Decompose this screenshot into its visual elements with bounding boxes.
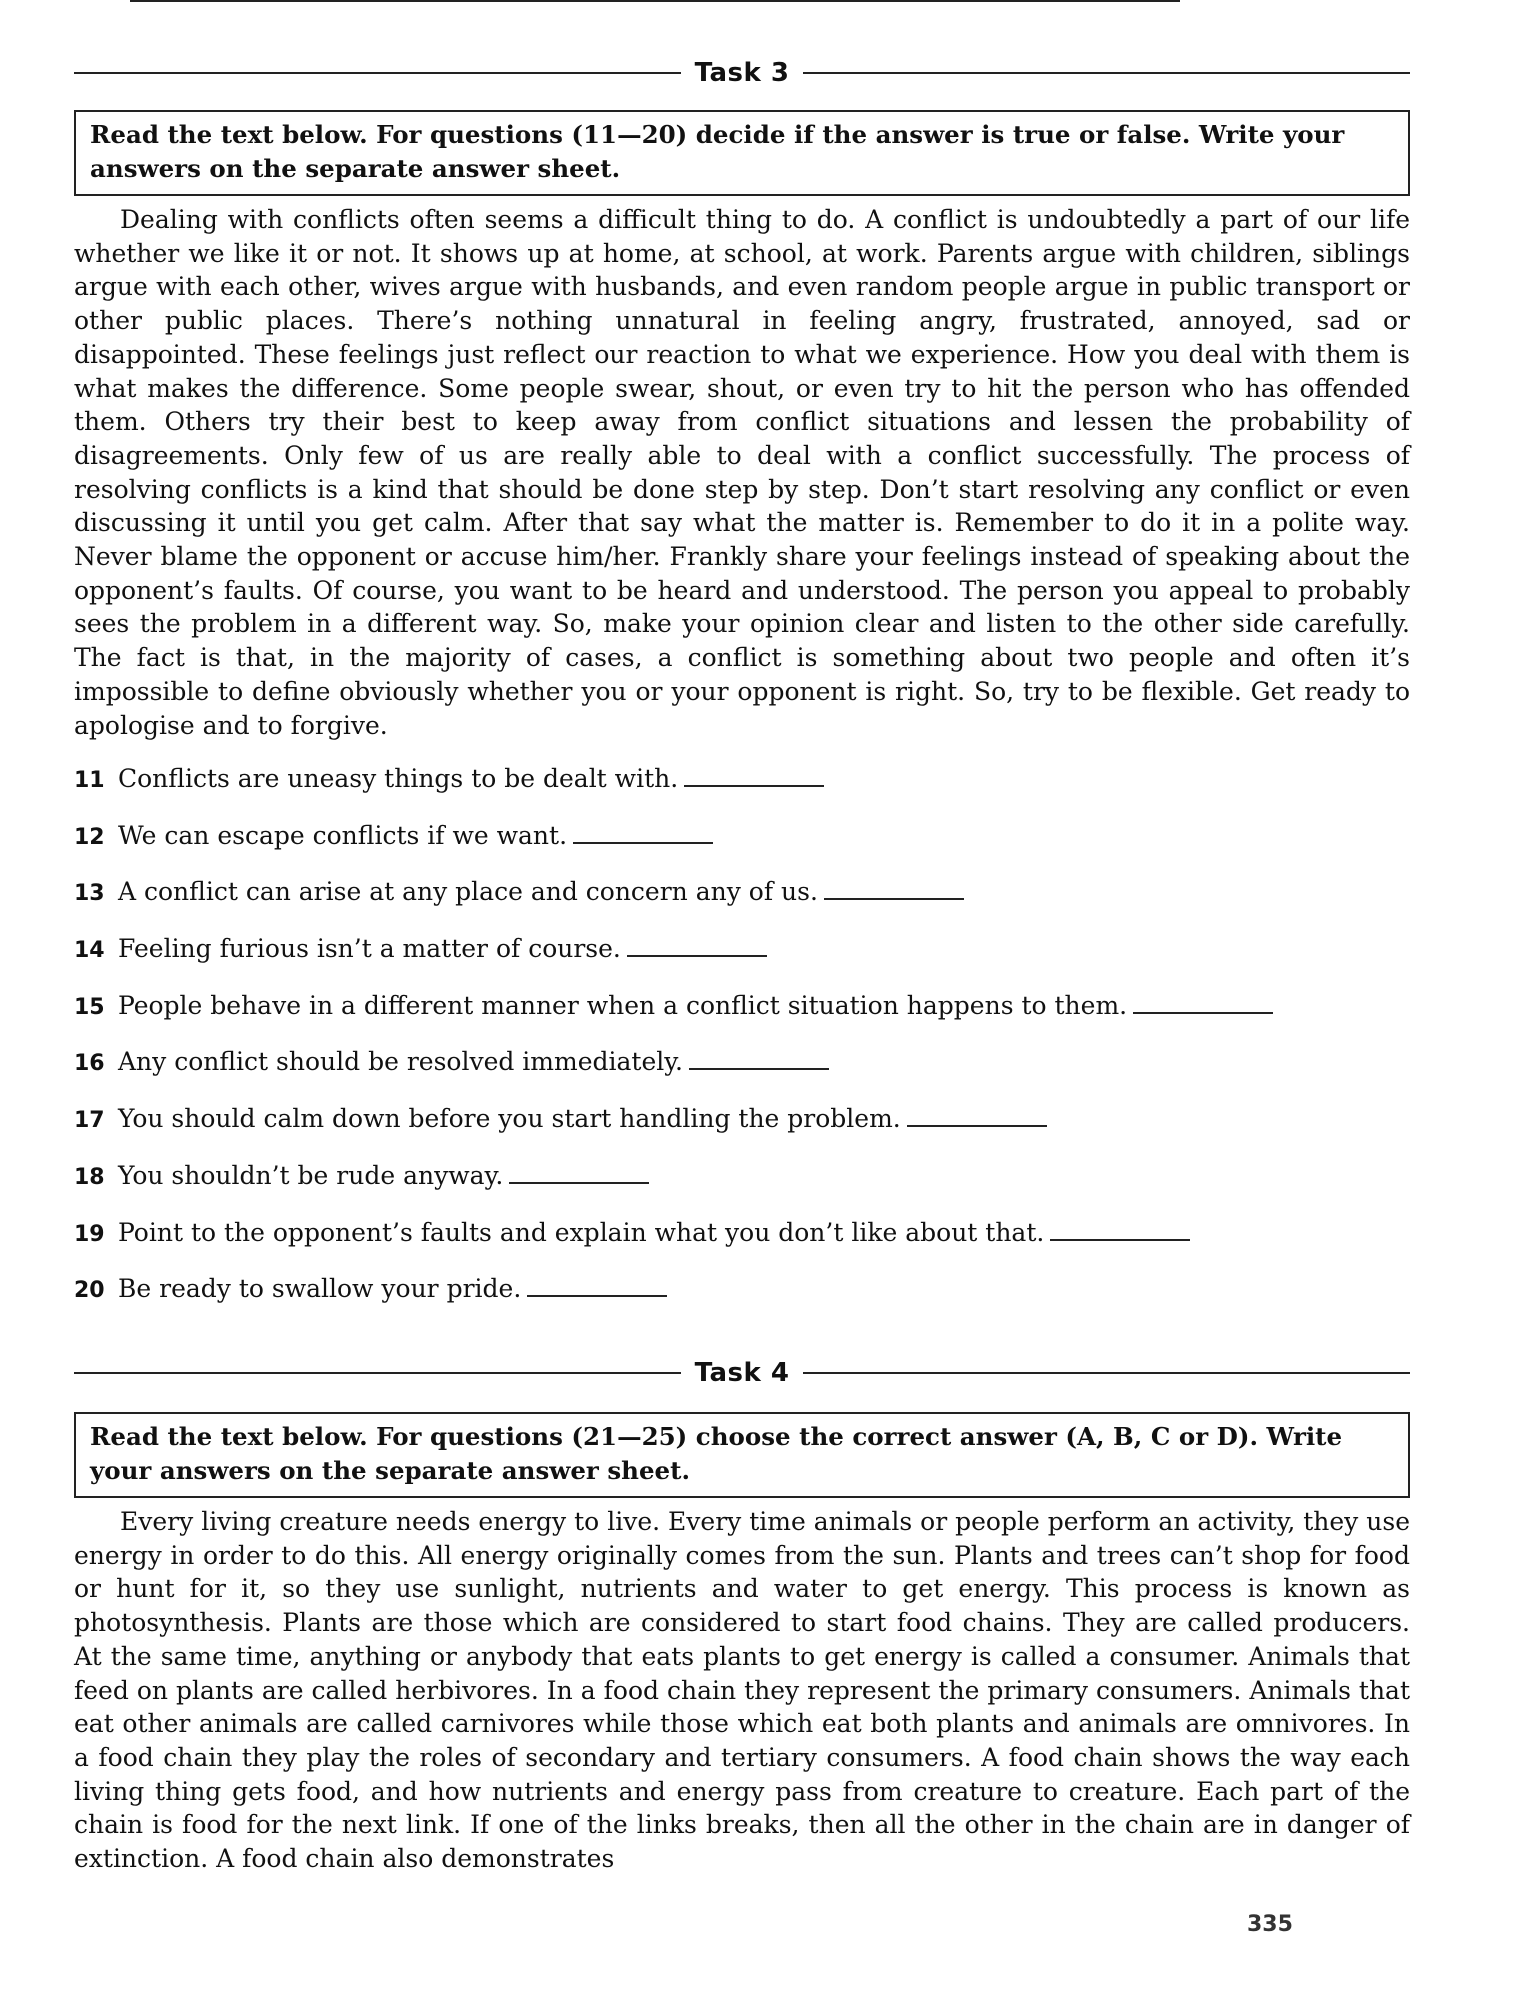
- task3-heading-rule-right: [803, 72, 1410, 74]
- question-text: Conflicts are uneasy things to be dealt with.: [118, 764, 679, 793]
- answer-blank[interactable]: [527, 1273, 667, 1297]
- task4-heading-rule-right: [803, 1372, 1410, 1374]
- task3-heading-rule-left: [74, 72, 681, 74]
- question-item: [74, 1103, 1410, 1160]
- task4-heading-rule-left: [74, 1372, 681, 1374]
- question-number: 13: [74, 881, 105, 907]
- page-number: 335: [1247, 1912, 1293, 1937]
- answer-blank[interactable]: [509, 1160, 649, 1184]
- question-text: You shouldn’t be rude anyway.: [118, 1160, 504, 1190]
- question-number: 18: [74, 1164, 105, 1190]
- question-text: Feeling furious isn’t a matter of course.: [118, 934, 621, 964]
- question-number: 17: [74, 1108, 105, 1134]
- answer-blank[interactable]: [824, 876, 964, 900]
- question-item: [74, 1160, 1410, 1217]
- question-number: 15: [74, 994, 105, 1020]
- answer-blank[interactable]: [1050, 1217, 1190, 1241]
- task4-title: Task 4: [694, 1358, 790, 1388]
- question-item: [74, 763, 1410, 820]
- question-item: [74, 820, 1410, 877]
- task4-passage: Every living creature needs energy to live. Every time animals or people perform an activity, they use energy in order to do this. All energy originally comes from the sun. Plants and trees can’t shop for food or hunt for it, so they use sunlight, nutrients and water to get energy. This process is known as photosynthesis. Plants are those which are considered to start food chains. They are called producers. At the same time, anything or anybody that eats plants to get energy is called a consumer. Animals that feed on plants are called herbivores. In a food chain they represent the primary consumers. Animals that eat other animals are called carnivores while those which eat both plants and animals are omnivores. In a food chain they play the roles of secondary and tertiary consumers. A food chain shows the way each living thing gets food, and how nutrients and energy pass from creature to creature. Each part of the chain is food for the next link. If one of the links breaks, then all the other in the chain are in danger of extinction. A food chain also demonstrates: [74, 1507, 1410, 1874]
- answer-blank[interactable]: [627, 933, 767, 957]
- question-number: 16: [74, 1051, 105, 1077]
- answer-blank[interactable]: [907, 1103, 1047, 1127]
- task3-heading: [74, 58, 1410, 88]
- question-text: You should calm down before you start handling the problem.: [118, 1104, 901, 1134]
- task4-heading: [74, 1358, 1410, 1388]
- question-text: A conflict can arise at any place and concern any of us.: [118, 877, 818, 907]
- answer-blank[interactable]: [573, 820, 713, 844]
- question-number: 11: [74, 768, 105, 793]
- task3-question-list: [74, 763, 1410, 1330]
- worksheet-page: [74, 0, 1410, 2000]
- question-item: [74, 1046, 1410, 1103]
- task3-title: Task 3: [694, 58, 790, 88]
- answer-blank[interactable]: [684, 763, 824, 787]
- question-number: 20: [74, 1278, 105, 1304]
- question-text: Be ready to swallow your pride.: [118, 1274, 522, 1304]
- question-text: People behave in a different manner when a conflict situation happens to them.: [118, 990, 1128, 1020]
- question-text: Point to the opponent’s faults and explain what you don’t like about that.: [118, 1217, 1045, 1247]
- task3-passage: Dealing with conflicts often seems a difficult thing to do. A conflict is undoubtedly a part of our life whether we like it or not. It shows up at home, at school, at work. Parents argue with children, siblings argue with each other, wives argue with husbands, and even random people argue in public transport or other public places. There’s nothing unnatural in feeling angry, frustrated, annoyed, sad or disappointed. These feelings just reflect our reaction to what we experience. How you deal with them is what makes the difference. Some people swear, shout, or even try to hit the person who has offended them. Others try their best to keep away from conflict situations and lessen the probability of disagreements. Only few of us are really able to deal with a conflict successfully. The process of resolving conflicts is a kind that should be done step by step. Don’t start resolving any conflict or even discussing it until you get calm. After that say what the matter is. Remember to do it in a polite way. Never blame the opponent or accuse him/her. Frankly share your feelings instead of speaking about the opponent’s faults. Of course, you want to be heard and understood. The person you appeal to probably sees the problem in a different way. So, make your opinion clear and listen to the other side carefully. The fact is that, in the majority of cases, a conflict is something about two people and often it’s impossible to define obviously whether you or your opponent is right. So, try to be flexible. Get ready to apologise and to forgive.: [74, 205, 1410, 740]
- question-item: [74, 933, 1410, 990]
- question-number: 19: [74, 1221, 105, 1247]
- question-text: Any conflict should be resolved immediately.: [118, 1047, 684, 1077]
- question-item: [74, 1273, 1410, 1330]
- question-item: [74, 990, 1410, 1047]
- question-text: We can escape conflicts if we want.: [118, 820, 568, 850]
- task4-instruction-box: Read the text below. For questions (21—25) choose the correct answer (A, B, C or D). Write your answers on the separate answer sheet.: [74, 1412, 1410, 1498]
- task3-instruction-box: Read the text below. For questions (11—20) decide if the answer is true or false. Write your answers on the separate answer sheet.: [74, 110, 1410, 196]
- answer-blank[interactable]: [1133, 990, 1273, 1014]
- answer-blank[interactable]: [689, 1046, 829, 1070]
- question-number: 14: [74, 938, 105, 964]
- question-item: [74, 876, 1410, 933]
- question-item: [74, 1217, 1410, 1274]
- question-number: 12: [74, 824, 105, 850]
